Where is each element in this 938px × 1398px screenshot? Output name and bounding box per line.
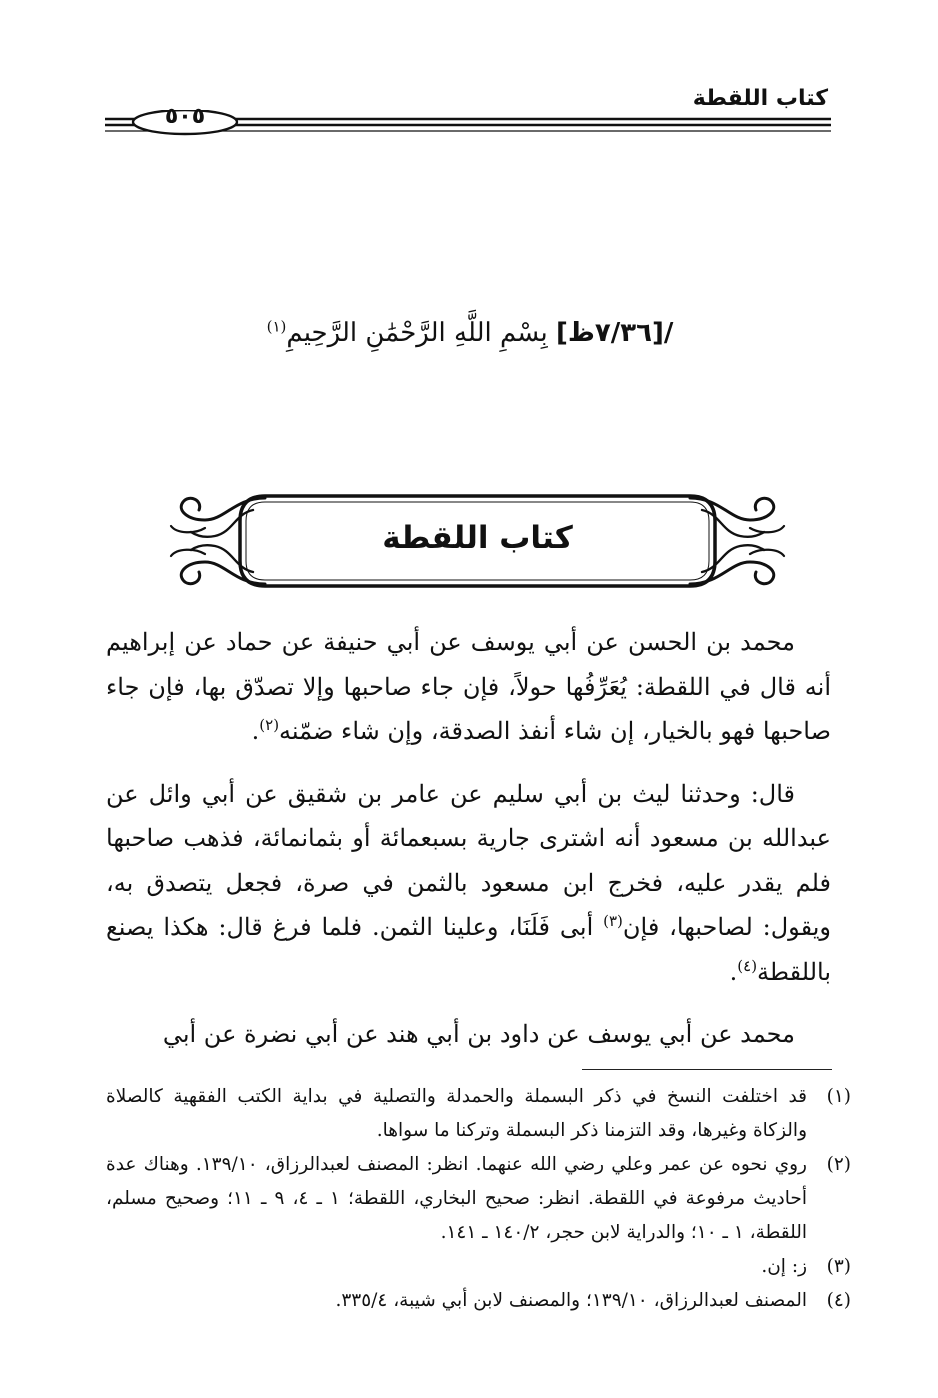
footnote-number: (٢) <box>826 1154 851 1175</box>
footnote <box>106 1148 851 1250</box>
footnote-text: قد اختلفت النسخ في ذكر البسملة والحمدلة والتصلية في بداية الكتب الفقهية كالصلاة والزكاة وغيرها، وقد التزمنا ذكر البسملة وتركنا ما سواها. <box>106 1086 807 1141</box>
paragraph <box>106 772 831 995</box>
running-title: كتاب اللقطة <box>692 86 828 111</box>
footnote-text: المصنف لعبدالرزاق، ١٣٩/١٠؛ والمصنف لابن أبي شيبة، ٣٣٥/٤. <box>335 1290 807 1311</box>
footnote-number: (٣) <box>826 1256 851 1277</box>
footnote <box>106 1250 851 1284</box>
paragraph-text: محمد بن الحسن عن أبي يوسف عن أبي حنيفة عن حماد عن إبراهيم أنه قال في اللقطة: يُعَرِّفُها حولاً، فإن جاء صاحبها وإلا تصدّق بها، فإن جاء صاحبها فهو بالخيار، إن شاء أنفذ الصدقة، وإن شاء ضمّنه <box>106 628 831 745</box>
footnote-mark: (٤) <box>737 956 758 975</box>
footnotes <box>106 1080 851 1318</box>
paragraph <box>106 620 831 754</box>
basmala-line <box>230 318 710 348</box>
paragraph <box>106 1012 831 1057</box>
footnote-text: ز: إن. <box>761 1256 807 1277</box>
paragraph-end: . <box>729 957 738 986</box>
footnote-text: روي نحوه عن عمر وعلي رضي الله عنهما. انظر: المصنف لعبدالرزاق، ١٣٩/١٠. وهناك عدة أحاديث مرفوعة في اللقطة. انظر: صحيح البخاري، اللقطة؛ ١ ـ ٤، ٩ ـ ١١؛ وصحيح مسلم، اللقطة، ١ ـ ١٠؛ والدراية لابن حجر، ١٤٠/٢ ـ ١٤١. <box>106 1154 807 1243</box>
footnote-mark: (١) <box>266 317 287 336</box>
footnote <box>106 1080 851 1148</box>
footnote-number: (١) <box>826 1086 851 1107</box>
manuscript-reference: /[٧/٣٦ظ] <box>555 318 674 348</box>
paragraph-text: محمد عن أبي يوسف عن داود بن أبي هند عن أبي نضرة عن أبي <box>162 1020 795 1048</box>
footnote-mark: (٢) <box>259 716 280 734</box>
chapter-title: كتاب اللقطة <box>382 520 573 556</box>
footnote-number: (٤) <box>826 1290 851 1311</box>
paragraph-text: قال: وحدثنا ليث بن أبي سليم عن عامر بن شقيق عن أبي وائل عن عبدالله بن مسعود أنه اشترى جارية بسبعمائة أو بثمانمائة، فذهب صاحبها فلم يقدر عليه، فخرج ابن مسعود بالثمن في صرة، فجعل يتصدق به، ويقول: لصاحبها، فإن <box>106 779 831 941</box>
footnote <box>106 1284 851 1318</box>
footnote-separator <box>582 1069 832 1070</box>
basmala: بِسْمِ اللَّهِ الرَّحْمَٰنِ الرَّحِيمِ <box>286 318 548 348</box>
page-number: ٥٠٥ <box>164 104 206 129</box>
body-text <box>106 620 831 1075</box>
paragraph-end: . <box>251 717 260 745</box>
footnote-mark: (٣) <box>603 912 623 930</box>
paragraph-text: أبى فَلَنَا، وعلينا الثمن. فلما فرغ قال: هكذا يصنع باللقطة <box>106 913 831 986</box>
